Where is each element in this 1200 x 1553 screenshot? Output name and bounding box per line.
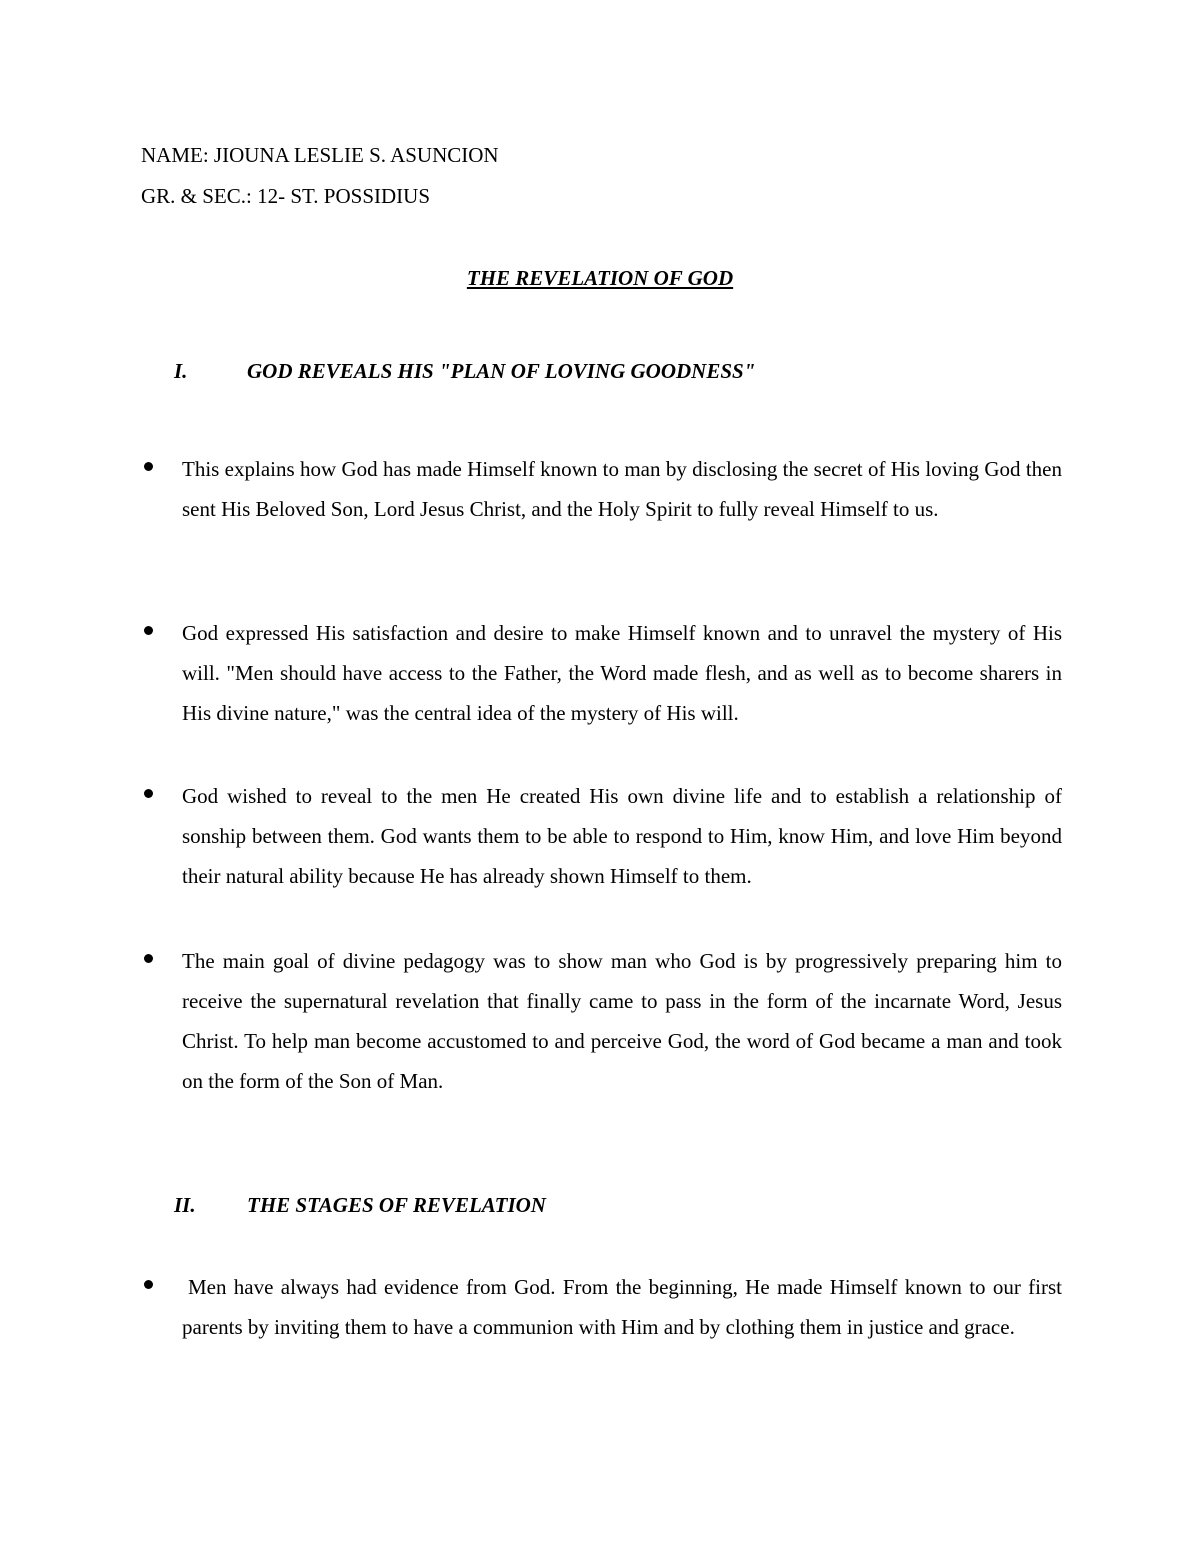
bullet-text: This explains how God has made Himself known to man by disclosing the secret of His loving God then sent His Beloved Son, Lord Jesus Christ, and the Holy Spirit to fully reveal Himself to us.: [182, 457, 1062, 521]
bullet-text: God expressed His satisfaction and desire to make Himself known and to unravel the mystery of His will. "Men should have access to the Father, the Word made flesh, and as well as to become sharers in His divine nature," was the central idea of the mystery of His will.: [182, 621, 1062, 725]
bullet-icon: [144, 954, 153, 963]
bullet-icon: [144, 789, 153, 798]
section-number: II.: [174, 1193, 196, 1217]
grade-section: GR. & SEC.: 12- ST. POSSIDIUS: [141, 184, 430, 208]
bullet-icon: [144, 1280, 153, 1289]
section-number: I.: [174, 359, 188, 383]
section-title: THE STAGES OF REVELATION: [247, 1193, 546, 1217]
bullet-icon: [144, 626, 153, 635]
bullet-icon: [144, 462, 153, 471]
section-title: GOD REVEALS HIS "PLAN OF LOVING GOODNESS": [247, 359, 756, 383]
bullet-text: Men have always had evidence from God. From the beginning, He made Himself known to our first parents by inviting them to have a communion with Him and by clothing them in justice and grace.: [182, 1275, 1062, 1339]
section-heading-2: [174, 1192, 546, 1218]
student-name: NAME: JIOUNA LESLIE S. ASUNCION: [141, 143, 499, 167]
bullet-text: The main goal of divine pedagogy was to show man who God is by progressively preparing him to receive the supernatural revelation that finally came to pass in the form of the incarnate Word, Jesus Christ. To help man become accustomed to and perceive God, the word of God became a man and took on the form of the Son of Man.: [182, 949, 1062, 1093]
section-heading-1: [174, 358, 755, 384]
document-title: THE REVELATION OF GOD: [466, 266, 734, 290]
bullet-text: God wished to reveal to the men He created His own divine life and to establish a relationship of sonship between them. God wants them to be able to respond to Him, know Him, and love Him beyond their natural ability because He has already shown Himself to them.: [182, 784, 1062, 888]
